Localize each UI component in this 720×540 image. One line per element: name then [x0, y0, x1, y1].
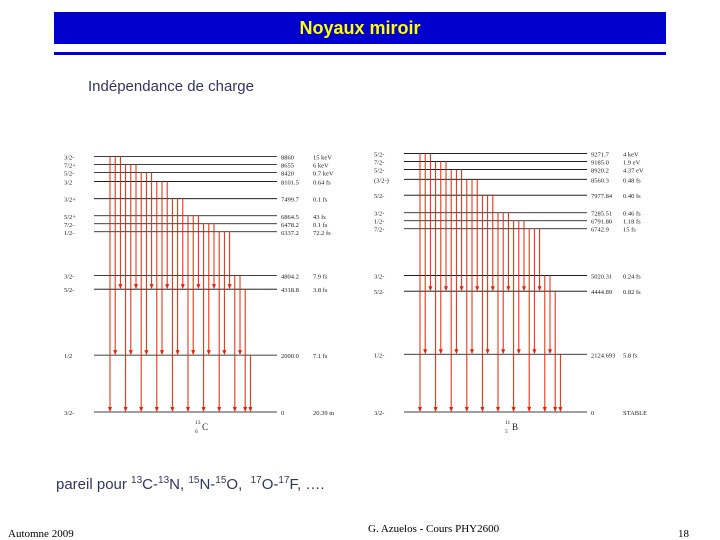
level-width: 0.82 fs: [623, 289, 641, 297]
transition-arrowhead: [186, 407, 190, 412]
nucleus-symbol: C: [202, 422, 209, 432]
level-energy: 0: [591, 410, 595, 417]
energy-level: [64, 230, 331, 237]
transition-arrowhead: [460, 286, 464, 291]
level-energy: 6742.9: [591, 226, 609, 234]
slide-subtitle: Indépendance de charge: [88, 78, 254, 95]
level-width: 0.40 fs: [623, 193, 641, 201]
transition-arrowhead: [501, 349, 505, 354]
title-underline: [54, 52, 666, 55]
transition-arrowhead: [207, 350, 211, 355]
transition-arrowhead: [170, 407, 174, 412]
transition-arrowhead: [418, 407, 422, 412]
level-spin: 5/2-: [374, 167, 385, 175]
energy-level: [64, 222, 328, 229]
level-width: 0.1 fs: [313, 221, 328, 229]
level-width: 20.39 m: [313, 410, 335, 417]
nucleus-atomic-number: 6: [195, 429, 198, 435]
slide-title: Noyaux miroir: [299, 17, 421, 38]
nucleus-mass-number: 11: [505, 420, 511, 426]
transition-arrowhead: [222, 350, 226, 355]
footer-course: G. Azuelos - Cours PHY2600: [368, 523, 500, 535]
note-mass: 15: [215, 475, 227, 486]
note-element: F: [289, 476, 298, 493]
transition-arrowhead: [228, 284, 232, 289]
energy-level: [64, 180, 331, 187]
level-energy: 8655: [281, 162, 294, 170]
mirror-nuclei-note: pareil pour $^{13}$C-$^{13}$N, $^{15}$N-$^{15}$O, $^{17}$O-$^{17}$F, ….: [56, 475, 325, 493]
level-energy: 0: [281, 410, 285, 417]
level-energy: 9185.0: [591, 159, 609, 167]
note-mass: 13: [158, 475, 170, 486]
level-spin: 1/2-: [374, 352, 385, 360]
level-width: STABLE: [623, 410, 648, 417]
energy-level: [64, 163, 329, 170]
transition-arrowhead: [181, 284, 185, 289]
level-width: 7.1 fs: [313, 353, 328, 361]
level-width: 0.48 fs: [623, 177, 641, 185]
level-energy: 6478.2: [281, 221, 299, 229]
transition-arrowhead: [139, 407, 143, 412]
energy-level: [374, 274, 641, 281]
level-width: 1.9 eV: [623, 159, 641, 167]
transition-arrowhead: [522, 286, 526, 291]
energy-level: [374, 289, 641, 296]
level-spin: 3/2-: [374, 273, 385, 281]
level-energy: 2000.0: [281, 353, 299, 361]
level-spin: 7/2-: [374, 226, 385, 234]
transition-arrowhead: [129, 350, 133, 355]
note-mass: 17: [278, 475, 290, 486]
level-width: 15 keV: [313, 154, 332, 162]
level-width: 4 keV: [623, 151, 639, 159]
level-energy: 9271.7: [591, 151, 609, 159]
transition-arrowhead: [248, 407, 252, 412]
level-energy: 8920.2: [591, 167, 609, 175]
transition-arrowhead: [553, 407, 557, 412]
transition-arrowhead: [439, 349, 443, 354]
note-element: N: [199, 476, 211, 493]
transition-arrowhead: [233, 407, 237, 412]
note-element: C: [142, 476, 154, 493]
energy-level: [374, 219, 641, 226]
level-spin: 3/2: [64, 179, 73, 187]
level-energy: 8560.3: [591, 177, 609, 185]
note-mass: 15: [188, 475, 200, 486]
level-spin: 5/2-: [64, 170, 75, 178]
transition-arrowhead: [134, 284, 138, 289]
level-width: 3.8 fs: [313, 287, 328, 295]
nucleus-symbol: B: [512, 422, 519, 432]
transition-arrowhead: [176, 350, 180, 355]
level-width: 0.24 fs: [623, 273, 641, 281]
level-width: 5.8 fs: [623, 352, 638, 360]
level-scheme-11b: [372, 150, 672, 440]
level-energy: 5020.31: [591, 273, 613, 281]
energy-level: [374, 168, 644, 175]
nucleus-atomic-number: 5: [505, 429, 508, 435]
transition-arrowhead: [196, 284, 200, 289]
transition-arrowhead: [480, 407, 484, 412]
energy-level: [374, 410, 647, 417]
transition-arrowhead: [491, 286, 495, 291]
transition-arrowhead: [108, 407, 112, 412]
level-spin: 5/2+: [64, 213, 76, 221]
footer-date: Automne 2009: [8, 528, 74, 540]
level-energy: 6791.80: [591, 218, 613, 226]
transition-arrowhead: [517, 349, 521, 354]
energy-level: [64, 197, 328, 204]
transition-arrowhead: [465, 407, 469, 412]
level-spin: 3/2-: [64, 154, 75, 162]
level-energy: 7499.7: [281, 196, 299, 204]
transition-arrowhead: [434, 407, 438, 412]
energy-level: [374, 352, 638, 359]
transition-arrowhead: [124, 407, 128, 412]
slide-title-bar: [54, 12, 666, 44]
note-element: O: [226, 476, 239, 493]
level-spin: 5/2-: [374, 289, 385, 297]
level-width: 0.7 keV: [313, 170, 334, 178]
level-spin: 1/2: [64, 353, 73, 361]
note-mass: 17: [250, 475, 262, 486]
note-prefix: pareil pour: [56, 476, 132, 493]
level-energy: 8420: [281, 170, 294, 178]
energy-level: [64, 410, 334, 417]
transition-arrowhead: [144, 350, 148, 355]
transition-arrowhead: [118, 284, 122, 289]
level-energy: 7285.51: [591, 210, 613, 218]
level-spin: 3/2-: [374, 210, 385, 218]
energy-level: [64, 171, 334, 178]
level-width: 43 fs: [313, 213, 326, 221]
energy-level: [374, 211, 641, 218]
level-energy: 2124.693: [591, 352, 616, 360]
level-spin: 5/2-: [374, 193, 385, 201]
transition-arrowhead: [527, 407, 531, 412]
energy-level: [374, 152, 639, 159]
energy-level: [374, 193, 641, 200]
level-width: 1.18 fs: [623, 218, 641, 226]
level-energy: 7977.84: [591, 193, 613, 201]
transition-arrowhead: [449, 407, 453, 412]
transition-arrowhead: [558, 407, 562, 412]
transition-arrowhead: [428, 286, 432, 291]
level-width: 0.1 fs: [313, 196, 328, 204]
level-width: 0.64 fs: [313, 179, 331, 187]
transition-arrowhead: [512, 407, 516, 412]
transition-arrowhead: [538, 286, 542, 291]
transition-arrowhead: [475, 286, 479, 291]
transition-arrowhead: [486, 349, 490, 354]
energy-level: [374, 177, 641, 184]
level-energy: 4444.89: [591, 289, 613, 297]
level-spin: 5/2-: [374, 151, 385, 159]
transition-arrowhead: [454, 349, 458, 354]
energy-level: [64, 214, 326, 221]
transition-arrowhead: [165, 284, 169, 289]
transition-arrowhead: [155, 407, 159, 412]
energy-level: [374, 227, 636, 234]
level-spin: 5/2-: [64, 287, 75, 295]
level-width: 15 fs: [623, 226, 636, 234]
level-spin: (3/2-): [374, 177, 389, 185]
note-element: O: [261, 476, 274, 493]
level-energy: 4804.2: [281, 273, 299, 281]
level-energy: 6337.2: [281, 229, 299, 237]
nucleus-mass-number: 13: [195, 420, 201, 426]
level-energy: 8860: [281, 154, 294, 162]
transition-arrowhead: [212, 284, 216, 289]
energy-level: [64, 155, 332, 162]
transition-arrowhead: [532, 349, 536, 354]
transition-arrowhead: [548, 349, 552, 354]
level-spin: 3/2-: [64, 410, 75, 417]
level-width: 6 keV: [313, 162, 329, 170]
transition-arrowhead: [217, 407, 221, 412]
transition-arrowhead: [150, 284, 154, 289]
energy-level: [64, 273, 328, 280]
level-width: 4.37 eV: [623, 167, 644, 175]
transition-arrowhead: [202, 407, 206, 412]
transition-arrowhead: [444, 286, 448, 291]
level-width: 7.9 fs: [313, 273, 328, 281]
transition-arrowhead: [191, 350, 195, 355]
footer-page-number: 18: [678, 528, 689, 540]
note-suffix: ….: [305, 476, 325, 493]
level-energy: 4318.8: [281, 287, 299, 295]
level-spin: 7/2-: [374, 159, 385, 167]
level-spin: 7/2-: [64, 221, 75, 229]
level-diagram-13c: [62, 150, 362, 440]
transition-arrowhead: [506, 286, 510, 291]
level-spin: 7/2+: [64, 162, 76, 170]
note-element: N: [169, 476, 180, 493]
transition-arrowhead: [113, 350, 117, 355]
level-spin: 3/2+: [64, 196, 76, 204]
level-scheme-13c: [62, 150, 362, 440]
transition-arrowhead: [238, 350, 242, 355]
level-width: 0.46 fs: [623, 210, 641, 218]
level-energy: 6864.5: [281, 213, 299, 221]
level-energy: 8101.5: [281, 179, 299, 187]
level-diagram-11b: [372, 150, 672, 440]
level-spin: 3/2-: [374, 410, 385, 417]
energy-level: [374, 160, 641, 167]
transition-arrowhead: [423, 349, 427, 354]
energy-level: [64, 287, 328, 294]
transition-arrowhead: [543, 407, 547, 412]
level-spin: 3/2-: [64, 273, 75, 281]
transition-arrowhead: [160, 350, 164, 355]
level-spin: 1/2-: [64, 229, 75, 237]
transition-arrowhead: [470, 349, 474, 354]
transition-arrowhead: [243, 407, 247, 412]
level-width: 72.2 fs: [313, 229, 331, 237]
level-spin: 1/2-: [374, 218, 385, 226]
energy-level: [64, 353, 328, 360]
note-mass: 13: [131, 475, 143, 486]
transition-arrowhead: [496, 407, 500, 412]
